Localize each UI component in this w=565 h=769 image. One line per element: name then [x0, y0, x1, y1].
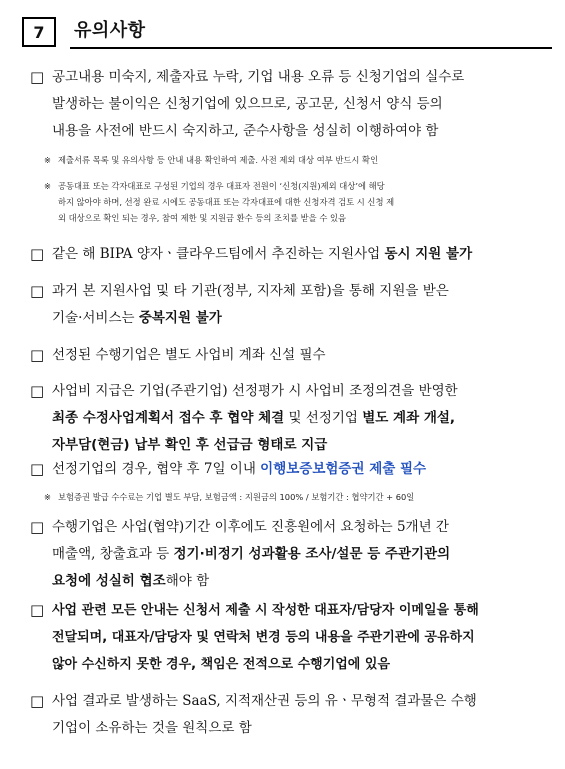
- notice-item-6: [30, 456, 550, 483]
- notice-text: 사업 관련 모든 안내는 신청서 제출 시 작성한 대표자/담당자 이메일을 통해 전달되며, 대표자/담당자 및 연락처 변경 등의 내용을 주관기관에 공유하지 않아 수신하지 못한 경우, 책임은 전적으로 수행기업에 있음: [52, 603, 479, 672]
- checkbox-icon: □: [30, 460, 45, 478]
- notice-emphasis: 정기·비정기 성과활용 조사/설문 등 주관기관의: [173, 546, 451, 562]
- notice-item-3: [30, 278, 550, 332]
- notice-text: 사업비 지급은 기업(주관기업) 선정평가 시 사업비 조정의견을 반영한: [52, 383, 458, 399]
- section-number: 7: [22, 17, 56, 47]
- note-1: [44, 152, 544, 168]
- notice-item-4: [30, 342, 550, 369]
- notice-text: 선정기업의 경우, 협약 후 7일 이내: [52, 461, 261, 477]
- notice-text: 및 선정기업: [284, 410, 363, 426]
- reference-mark-icon: ※: [44, 492, 51, 502]
- note-text: 공동대표 또는 각자대표로 구성된 기업의 경우 대표자 전원이 ‘신청(지원)제외 대상’에 해당 하지 않아야 하며, 선정 완료 시에도 공동대표 또는 각자대표에 대한 신청자격 검토 시 신청 제 외 대상으로 확인 되는 경우, 참여 제한 및 지원금 환수 등의 조치를 받을 수 있음: [58, 181, 395, 223]
- notice-item-2: [30, 241, 550, 268]
- checkbox-icon: □: [30, 382, 45, 400]
- notice-emphasis: 별도 계좌 개설,: [362, 410, 456, 426]
- notice-text: 공고내용 미숙지, 제출자료 누락, 기업 내용 오류 등 신청기업의 실수로 발생하는 불이익은 신청기업에 있으므로, 공고문, 신청서 양식 등의 내용을 사전에 반드시 숙지하고, 준수사항을 성실히 이행하여야 함: [52, 69, 465, 139]
- note-3: [44, 489, 544, 505]
- notice-text: 수행기업은 사업(협약)기간 이후에도 진흥원에서 요청하는 5개년 간: [52, 519, 449, 535]
- notice-highlight: 이행보증보험증권 제출 필수: [260, 461, 427, 477]
- notice-emphasis: 자부담(현금) 납부 확인 후 선급금 형태로 지급: [52, 437, 328, 453]
- note-text: 보험증권 발급 수수료는 기업 별도 부담, 보험금액 : 지원금의 100% / 보험기간 : 협약기간 + 60일: [58, 492, 415, 502]
- checkbox-icon: □: [30, 68, 45, 86]
- notice-text: 사업 결과로 발생하는 SaaS, 지적재산권 등의 유ㆍ무형적 결과물은 수행 기업이 소유하는 것을 원칙으로 함: [52, 693, 477, 736]
- notice-item-1: [30, 64, 550, 145]
- reference-mark-icon: ※: [44, 155, 51, 165]
- checkbox-icon: □: [30, 245, 45, 263]
- notice-emphasis: 동시 지원 불가: [384, 246, 473, 262]
- note-text: 제출서류 목록 및 유의사항 등 안내 내용 확인하여 제출. 사전 제외 대상 여부 반드시 확인: [58, 155, 379, 165]
- title-underline: [70, 47, 552, 49]
- notice-text: 같은 해 BIPA 양자ㆍ클라우드팀에서 추진하는 지원사업: [52, 246, 385, 262]
- notice-item-7: [30, 514, 550, 595]
- notice-emphasis: 요청에 성실히 협조: [52, 573, 166, 589]
- checkbox-icon: □: [30, 692, 45, 710]
- note-2: [44, 178, 544, 226]
- notice-item-8: [30, 597, 550, 678]
- notice-item-9: [30, 688, 550, 742]
- section-title: 유의사항: [74, 20, 146, 41]
- notice-text: 해야 함: [165, 573, 210, 589]
- notice-emphasis: 중복지원 불가: [138, 310, 222, 326]
- notice-text: 선정된 수행기업은 별도 사업비 계좌 신설 필수: [52, 347, 326, 363]
- checkbox-icon: □: [30, 346, 45, 364]
- notice-text: 매출액, 창출효과 등: [52, 546, 174, 562]
- checkbox-icon: □: [30, 282, 45, 300]
- notice-text: 과거 본 지원사업 및 타 기관(정부, 지자체 포함)을 통해 지원을 받은 기술·서비스는: [52, 283, 449, 326]
- notice-item-5: [30, 378, 550, 459]
- checkbox-icon: □: [30, 518, 45, 536]
- reference-mark-icon: ※: [44, 181, 51, 191]
- notice-emphasis: 최종 수정사업계획서 접수 후 협약 체결: [52, 410, 285, 426]
- checkbox-icon: □: [30, 601, 45, 619]
- section-header: [22, 14, 552, 52]
